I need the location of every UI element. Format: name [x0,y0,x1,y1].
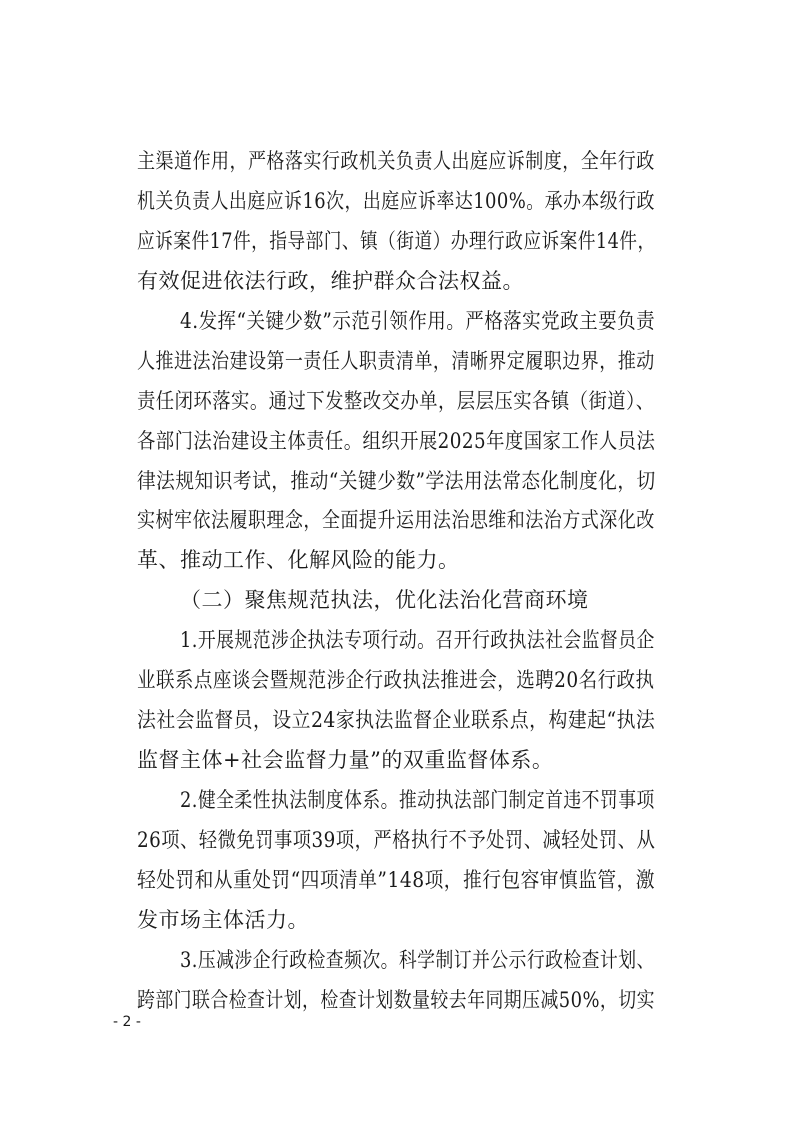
text-line: 法社会监督员，设立24家执法监督企业联系点，构建起“执法 [137,708,656,732]
paragraph-item-1: 1.开展规范涉企执法专项行动。召开行政执法社会监督员企 [180,628,655,652]
text-line: 发市场主体活力。 [137,908,309,932]
text-line: 各部门法治建设主体责任。组织开展2025年度国家工作人员法 [137,429,656,453]
text-line: 实树牢依法履职理念，全面提升运用法治思维和法治方式深化改 [137,508,655,532]
text-line: 主渠道作用，严格落实行政机关负责人出庭应诉制度，全年行政 [137,149,655,173]
text-line: 26项、轻微免罚事项39项，严格执行不予处罚、减轻处罚、从 [137,828,656,852]
text-line: 革、推动工作、化解风险的能力。 [137,548,460,572]
section-heading: （二）聚焦规范执法，优化法治化营商环境 [180,588,589,612]
paragraph-item-3: 3.压减涉企行政检查频次。科学制订并公示行政检查计划、 [180,948,655,972]
text-line: 跨部门联合检查计划，检查计划数量较去年同期压减50%，切实 [137,988,655,1012]
paragraph-item-4: 4.发挥“关键少数”示范引领作用。严格落实党政主要负责 [180,309,656,333]
text-line: 轻处罚和从重处罚“四项清单”148项，推行包容审慎监管，激 [137,868,655,892]
text-line: 人推进法治建设第一责任人职责清单，清晰界定履职边界，推动 [137,349,655,373]
text-line: 应诉案件17件，指导部门、镇（街道）办理行政应诉案件14件， [137,229,656,253]
text-line: 律法规知识考试，推动“关键少数”学法用法常态化制度化，切 [137,469,656,493]
text-line: 机关负责人出庭应诉16次，出庭应诉率达100%。承办本级行政 [137,189,655,213]
page-number: - 2 - [113,1014,141,1030]
text-line: 责任闭环落实。通过下发整改交办单，层层压实各镇（街道）、 [137,389,655,413]
text-line: 业联系点座谈会暨规范涉企行政执法推进会，选聘20名行政执 [137,668,655,692]
text-line: 有效促进依法行政，维护群众合法权益。 [137,269,524,293]
text-line: 监督主体+社会监督力量”的双重监督体系。 [137,748,554,772]
paragraph-item-2: 2.健全柔性执法制度体系。推动执法部门制定首违不罚事项 [180,788,655,812]
